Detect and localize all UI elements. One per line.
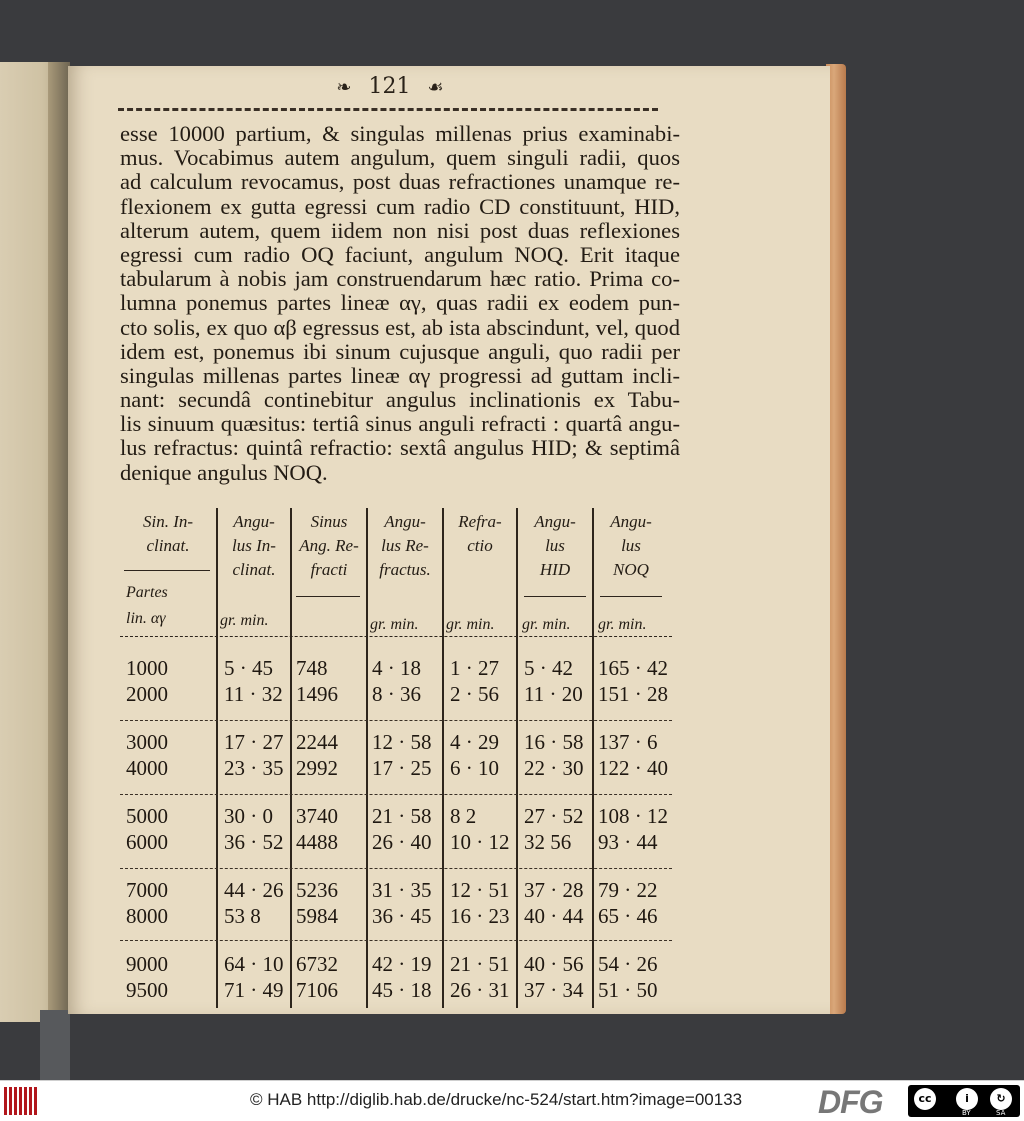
column-rule — [366, 508, 368, 1008]
header-underline — [296, 596, 360, 597]
unit-label: gr. min. — [598, 616, 647, 633]
book-gutter — [48, 62, 70, 1022]
table-cell: 8 · 36 — [372, 682, 421, 706]
table-cell: 93 · 44 — [598, 830, 658, 854]
table-cell: 151 · 28 — [598, 682, 668, 706]
column-header: Angu- lus In- clinat. — [232, 512, 276, 579]
subheader-line: lin. αγ — [126, 610, 166, 627]
column-rule — [592, 508, 594, 1008]
page-number: 121 — [368, 74, 411, 99]
table-cell: 9000 — [126, 952, 168, 976]
table-cell: 2 · 56 — [450, 682, 499, 706]
table-cell: 32 56 — [524, 830, 572, 854]
table-cell: 36 · 45 — [372, 904, 432, 928]
table-cell: 8 2 — [450, 804, 477, 828]
text-line: egressi cum radio OQ faciunt, angulum NOQ. Erit itaque — [120, 241, 680, 267]
table-cell: 5984 — [296, 904, 338, 928]
dfg-logo: DFG — [818, 1084, 883, 1120]
unit-label: gr. min. — [220, 612, 269, 629]
table-cell: 165 · 42 — [598, 656, 668, 680]
table-cell: 27 · 52 — [524, 804, 584, 828]
group-rule — [120, 794, 672, 795]
table-cell: 79 · 22 — [598, 878, 658, 902]
table-cell: 11 · 32 — [224, 682, 283, 706]
table-cell: 6 · 10 — [450, 756, 499, 780]
text-line: flexionem ex gutta egressi cum radio CD constituunt, HID, — [120, 193, 680, 219]
table-cell: 3740 — [296, 804, 338, 828]
table-cell: 31 · 35 — [372, 878, 432, 902]
table-cell: 53 8 — [224, 904, 261, 928]
header-underline — [600, 596, 662, 597]
text-line: idem est, ponemus ibi sinum cujusque anguli, quo radii per — [120, 338, 680, 364]
copyright-text: © HAB http://diglib.hab.de/drucke/nc-524/start.htm?image=00133 — [250, 1090, 743, 1109]
table-cell: 71 · 49 — [224, 978, 284, 1002]
table-cell: 108 · 12 — [598, 804, 668, 828]
cc-license-badge[interactable] — [908, 1085, 1020, 1117]
library-logo-icon — [4, 1087, 38, 1115]
column-header: Sin. In- clinat. — [142, 512, 194, 555]
table-cell: 6000 — [126, 830, 168, 854]
table-cell: 4 · 29 — [450, 730, 499, 754]
header-bottom-rule — [120, 636, 672, 637]
share-alike-icon: ↻ — [990, 1088, 1012, 1110]
table-cell: 21 · 58 — [372, 804, 432, 828]
table-cell: 65 · 46 — [598, 904, 658, 928]
text-line: ad calculum revocamus, post duas refractiones unamque re- — [120, 169, 680, 195]
body-paragraph — [120, 122, 680, 485]
table-cell: 1496 — [296, 682, 338, 706]
book-spine — [40, 1010, 70, 1080]
column-rule — [290, 508, 292, 1008]
table-cell: 122 · 40 — [598, 756, 668, 780]
table-cell: 12 · 58 — [372, 730, 432, 754]
group-rule — [120, 868, 672, 869]
table-cell: 5000 — [126, 804, 168, 828]
footer-bar — [0, 1080, 1024, 1121]
table-cell: 4 · 18 — [372, 656, 421, 680]
table-cell: 748 — [296, 656, 328, 680]
column-header: Refra- ctio — [458, 512, 502, 555]
table-cell: 4000 — [126, 756, 168, 780]
table-cell: 17 · 25 — [372, 756, 432, 780]
table-cell: 42 · 19 — [372, 952, 432, 976]
unit-label: gr. min. — [522, 616, 571, 633]
table-cell: 4488 — [296, 830, 338, 854]
table-cell: 5236 — [296, 878, 338, 902]
unit-label: gr. min. — [446, 616, 495, 633]
table-cell: 2992 — [296, 756, 338, 780]
attribution-icon: i — [956, 1088, 978, 1110]
column-header: Angu- lus NOQ — [610, 512, 652, 579]
table-cell: 37 · 28 — [524, 878, 584, 902]
table-cell: 30 · 0 — [224, 804, 273, 828]
table-cell: 1 · 27 — [450, 656, 499, 680]
column-rule — [442, 508, 444, 1008]
table-cell: 22 · 30 — [524, 756, 584, 780]
table-cell: 54 · 26 — [598, 952, 658, 976]
column-rule — [516, 508, 518, 1008]
text-line: esse 10000 partium, & singulas millenas prius examinabi- — [120, 121, 680, 146]
table-cell: 5 · 42 — [524, 656, 573, 680]
table-cell: 40 · 56 — [524, 952, 584, 976]
cc-icon: cc — [914, 1088, 936, 1110]
column-header: Angu- lus Re- fractus. — [379, 512, 431, 579]
text-line: singulas millenas partes lineæ αγ progressi ad guttam incli- — [120, 362, 680, 388]
table-cell: 7000 — [126, 878, 168, 902]
cc-by-label: BY — [962, 1109, 971, 1117]
column-rule — [216, 508, 218, 1008]
ornament-left-icon: ❧ — [336, 77, 352, 98]
table-cell: 36 · 52 — [224, 830, 284, 854]
table-cell: 2000 — [126, 682, 168, 706]
group-rule — [120, 720, 672, 721]
table-cell: 2244 — [296, 730, 338, 754]
table-cell: 45 · 18 — [372, 978, 432, 1002]
text-line: nant: secundâ continebitur angulus inclinationis ex Tabu- — [120, 387, 680, 413]
column-header: Sinus Ang. Re- fracti — [299, 512, 359, 579]
table-cell: 16 · 58 — [524, 730, 584, 754]
table-cell: 26 · 40 — [372, 830, 432, 854]
header-rule — [118, 108, 658, 111]
text-line: mus. Vocabimus autem angulum, quem singuli radii, quos — [120, 145, 680, 171]
text-line: lus refractus: quintâ refractio: sextâ angulus HID; & septimâ — [120, 435, 680, 461]
table-cell: 51 · 50 — [598, 978, 658, 1002]
running-head — [110, 74, 670, 99]
text-line: tabularum à nobis jam construendarum hæc ratio. Prima co- — [120, 266, 680, 292]
table-cell: 12 · 51 — [450, 878, 510, 902]
header-underline — [124, 570, 210, 571]
table-cell: 9500 — [126, 978, 168, 1002]
text-line: lis sinuum quæsitus: tertiâ sinus anguli refracti : quartâ angu- — [120, 411, 680, 437]
table-cell: 3000 — [126, 730, 168, 754]
table-cell: 17 · 27 — [224, 730, 284, 754]
text-line: alterum autem, quem iidem non nisi post duas reflexiones — [120, 217, 680, 243]
table-cell: 21 · 51 — [450, 952, 510, 976]
table-cell: 64 · 10 — [224, 952, 284, 976]
text-line: denique angulus NOQ. — [120, 459, 328, 485]
table-cell: 11 · 20 — [524, 682, 583, 706]
table-cell: 10 · 12 — [450, 830, 510, 854]
table-cell: 16 · 23 — [450, 904, 510, 928]
text-line: lumna ponemus partes lineæ αγ, quas radii ex eodem pun- — [120, 290, 680, 316]
header-underline — [524, 596, 586, 597]
table-cell: 6732 — [296, 952, 338, 976]
group-rule — [120, 940, 672, 941]
table-cell: 26 · 31 — [450, 978, 510, 1002]
text-line: cto solis, ex quo αβ egressus est, ab ista abscindunt, vel, quod — [120, 314, 680, 340]
table-cell: 37 · 34 — [524, 978, 584, 1002]
refraction-table — [120, 508, 680, 1008]
table-cell: 23 · 35 — [224, 756, 284, 780]
unit-label: gr. min. — [370, 616, 419, 633]
table-cell: 8000 — [126, 904, 168, 928]
table-cell: 7106 — [296, 978, 338, 1002]
table-cell: 44 · 26 — [224, 878, 284, 902]
ornament-right-icon: ☙ — [427, 77, 444, 98]
subheader-parts: Partes — [126, 584, 168, 601]
table-cell: 5 · 45 — [224, 656, 273, 680]
column-header: Angu- lus HID — [534, 512, 576, 579]
table-cell: 137 · 6 — [598, 730, 658, 754]
table-cell: 1000 — [126, 656, 168, 680]
table-cell: 40 · 44 — [524, 904, 584, 928]
cc-sa-label: SA — [996, 1109, 1006, 1117]
